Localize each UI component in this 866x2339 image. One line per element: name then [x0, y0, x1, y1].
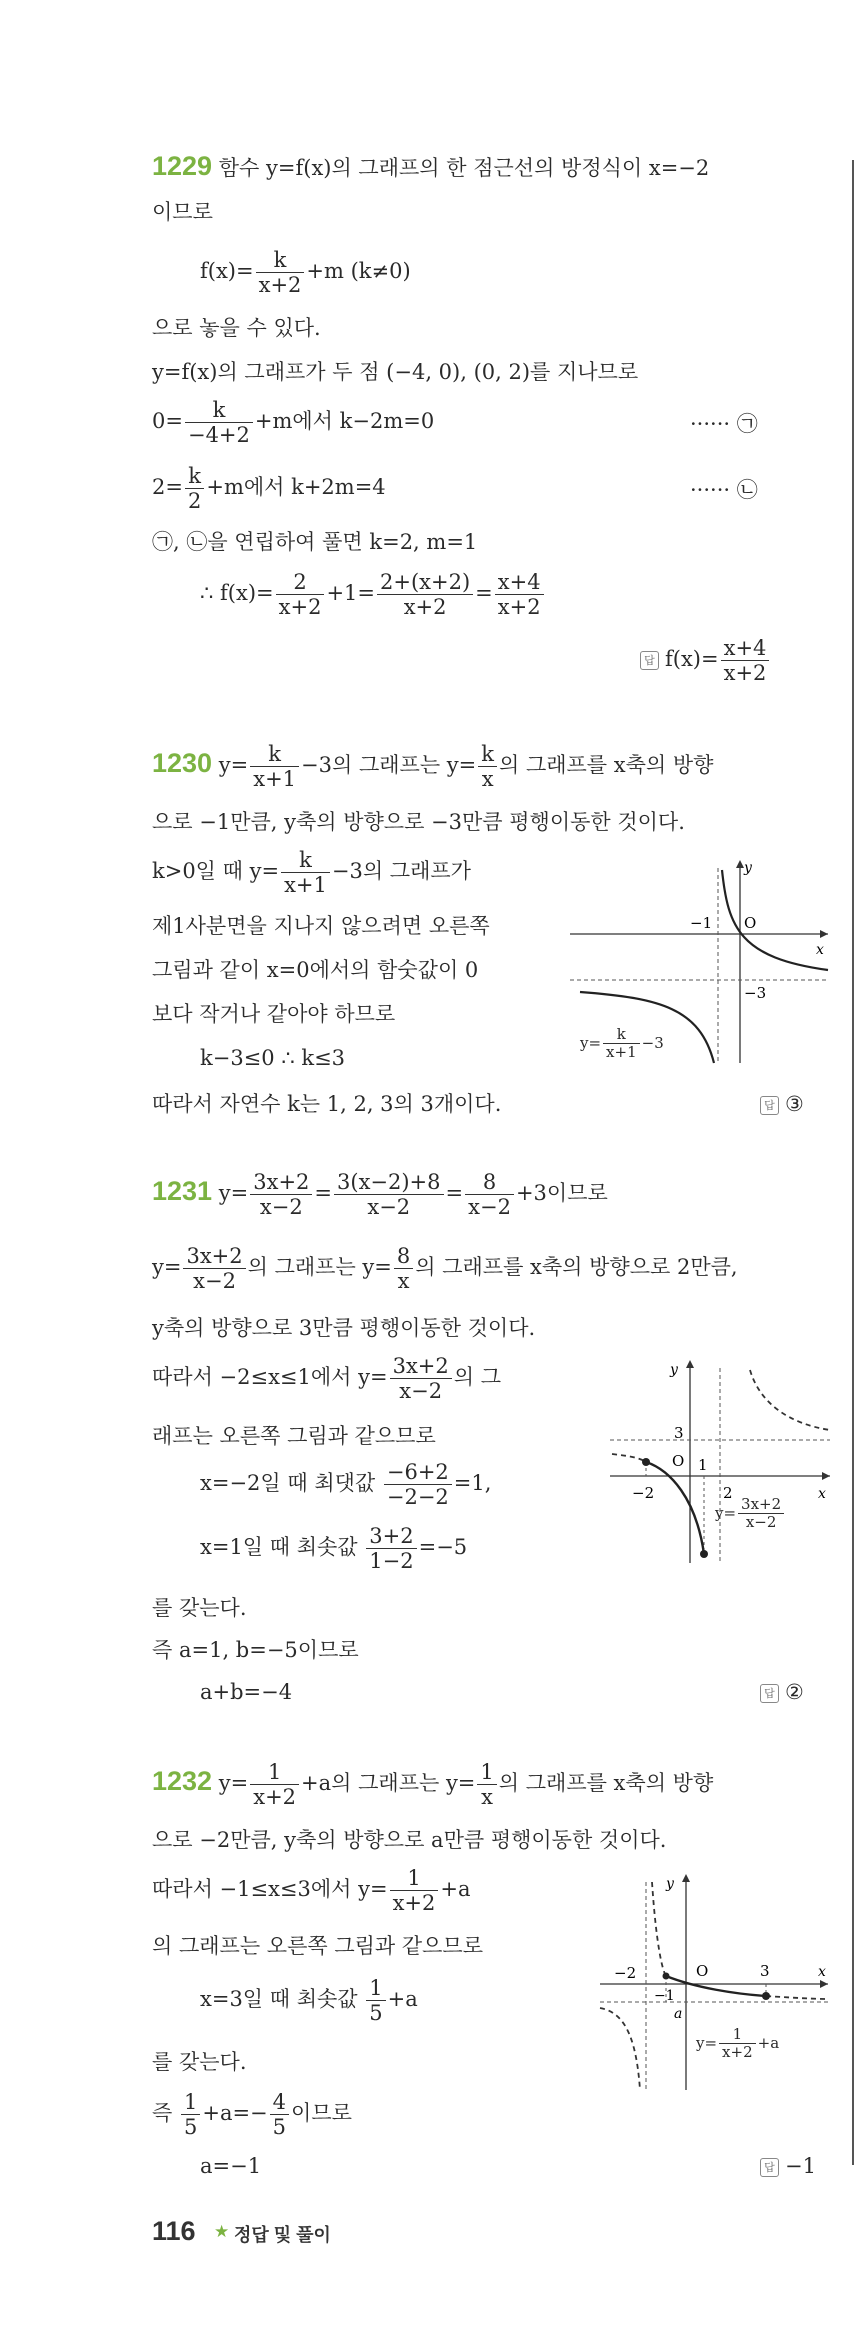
problem-number: 1232 — [152, 1766, 213, 1797]
equation: ∴ f(x)= $\frac{2}{x+2}$ +1= $\frac{2+(x+2)}{x+2}$ = $\frac{x+4}{x+2}$ — [200, 570, 546, 619]
problem-number: 1230 — [152, 748, 213, 779]
page-number: 116 — [152, 2216, 196, 2246]
graph-curve-label: y= $\frac{1}{x+2}$ +a — [696, 2025, 780, 2062]
tick-3-label: 3 — [674, 1424, 684, 1442]
x-axis-label: x — [816, 942, 824, 958]
y-axis-label: y — [670, 1362, 678, 1378]
graph-1231 — [600, 1358, 834, 1568]
y-axis-arrow — [686, 1360, 694, 1368]
column-rule — [852, 160, 854, 2165]
curve-right-branch — [722, 870, 828, 970]
text-line: k−3≤0 ∴ k≤3 — [200, 1046, 346, 1070]
text-line: 이므로 — [152, 200, 213, 224]
answer-icon: 답 — [760, 2158, 779, 2177]
text-line: y=f(x)의 그래프가 두 점 (−4, 0), (0, 2)를 지나므로 — [152, 360, 639, 384]
equation-tag: ······ ㉠ — [690, 412, 758, 436]
text-line: k>0일 때 y= $\frac{k}{x+1}$ −3의 그래프가 — [152, 848, 471, 898]
text-line: x=3일 때 최솟값 $\frac{1}{5}$ +a — [200, 1976, 418, 2026]
min-point — [762, 1992, 770, 2000]
problem-1231-line1: 1231 y= $\frac{3x+2}{x-2}$ = $\frac{3(x-2)+8}{x-2}$ = $\frac{8}{x-2}$ +3이므로 — [152, 1170, 608, 1220]
text-line: a+b=−4 — [200, 1680, 293, 1704]
text-line: y= $\frac{3x+2}{x-2}$ 의 그래프는 y= $\frac{8}{x}$ 의 그래프를 x축의 방향으로 2만큼, — [152, 1244, 738, 1294]
tick-3-label: 3 — [760, 1962, 770, 1980]
x-axis-label: x — [818, 1486, 826, 1502]
equation: 2= $\frac{k}{2}$ +m에서 k+2m=4 — [152, 464, 386, 514]
tick-minus2-label: −2 — [614, 1964, 637, 1982]
problem-1229-line1: 1229 함수 y=f(x)의 그래프의 한 점근선의 방정식이 x=−2 — [152, 151, 710, 181]
graph-curve-label: y= $\frac{k}{x+1}$ −3 — [580, 1025, 664, 1062]
endpoint-left — [663, 1973, 670, 1980]
equation: 0= $\frac{k}{-4+2}$ +m에서 k−2m=0 — [152, 398, 435, 448]
x-axis-label: x — [818, 1964, 826, 1980]
answer: 답 ③ — [760, 1092, 804, 1116]
origin-label: O — [744, 914, 757, 932]
curve-left-branch — [600, 2008, 640, 2090]
y-axis-label: y — [666, 1876, 674, 1892]
text-line: x=−2일 때 최댓값 $\frac{-6+2}{-2-2}$ =1, — [200, 1460, 492, 1510]
text-line: 따라서 자연수 k는 1, 2, 3의 3개이다. — [152, 1092, 502, 1116]
text-line: 따라서 −2≤x≤1에서 y= $\frac{3x+2}{x-2}$ 의 그 — [152, 1354, 502, 1404]
text-line: 의 그래프는 오른쪽 그림과 같으므로 — [152, 1934, 483, 1958]
text-line: 를 갖는다. — [152, 1596, 247, 1620]
text-line: 즉 $\frac{1}{5}$ +a=− $\frac{4}{5}$ 이므로 — [152, 2090, 352, 2140]
curve-left-dashed — [612, 1454, 646, 1462]
text-line: 으로 −1만큼, y축의 방향으로 −3만큼 평행이동한 것이다. — [152, 810, 685, 834]
y-axis-arrow — [736, 860, 744, 868]
y-axis-label: y — [744, 860, 752, 876]
answer-icon: 답 — [760, 1096, 779, 1115]
text-line: 따라서 −1≤x≤3에서 y= $\frac{1}{x+2}$ +a — [152, 1866, 471, 1916]
problem-number: 1229 — [152, 151, 213, 181]
max-point — [642, 1458, 650, 1466]
curve-right-dashed-upper — [652, 1882, 666, 1976]
text-line: 으로 놓을 수 있다. — [152, 316, 321, 340]
tick-y-label: −3 — [744, 984, 767, 1002]
text-line: a=−1 — [200, 2154, 262, 2178]
problem-1230-line1: 1230 y= $\frac{k}{x+1}$ −3의 그래프는 y= $\frac{k}{x}$ 의 그래프를 x축의 방향 — [152, 742, 714, 792]
tick-minus2-label: −2 — [632, 1484, 655, 1502]
origin-label: O — [672, 1452, 685, 1470]
answer: 답 −1 — [760, 2154, 816, 2178]
text-line: 제1사분면을 지나지 않으려면 오른쪽 — [152, 914, 490, 938]
text-line: 보다 작거나 같아야 하므로 — [152, 1002, 396, 1026]
text-line: 를 갖는다. — [152, 2050, 247, 2074]
answer-icon: 답 — [760, 1684, 779, 1703]
star-icon: ★ — [214, 2222, 230, 2242]
text-line: 그림과 같이 x=0에서의 함숫값이 0 — [152, 958, 479, 982]
answer-icon: 답 — [640, 651, 659, 670]
text-line: y축의 방향으로 3만큼 평행이동한 것이다. — [152, 1316, 536, 1340]
curve-right-branch — [750, 1370, 830, 1430]
x-axis-arrow — [822, 1472, 830, 1480]
tick-x-label: −1 — [690, 914, 713, 932]
curve-right-dashed-tail — [766, 1996, 828, 1999]
problem-number: 1231 — [152, 1176, 213, 1207]
section-title: 정답 및 풀이 — [234, 2225, 331, 2245]
text-line: x=1일 때 최솟값 $\frac{3+2}{1-2}$ =−5 — [200, 1524, 468, 1574]
x-axis-arrow — [820, 1980, 828, 1988]
answer: 답 ② — [760, 1680, 804, 1704]
tick-a-label: a — [674, 2006, 683, 2022]
x-axis-arrow — [820, 930, 828, 938]
origin-label: O — [696, 1962, 709, 1980]
text-line: 으로 −2만큼, y축의 방향으로 a만큼 평행이동한 것이다. — [152, 1828, 667, 1852]
tick-2-label: 2 — [723, 1484, 733, 1502]
text-line: 래프는 오른쪽 그림과 같으므로 — [152, 1424, 436, 1448]
min-point — [700, 1550, 708, 1558]
equation-tag: ······ ㉡ — [690, 478, 758, 502]
y-axis-arrow — [682, 1874, 690, 1882]
text-line: 즉 a=1, b=−5이므로 — [152, 1638, 359, 1662]
equation: f(x)= $\frac{k}{x+2}$ +m (k≠0) — [200, 248, 411, 298]
text-line: ㉠, ㉡을 연립하여 풀면 k=2, m=1 — [152, 530, 478, 554]
tick-1-label: 1 — [698, 1456, 708, 1474]
answer: 답 f(x)= $\frac{x+4}{x+2}$ — [640, 636, 771, 685]
curve-right-solid — [666, 1976, 766, 1996]
problem-1232-line1: 1232 y= $\frac{1}{x+2}$ +a의 그래프는 y= $\frac{1}{x}$ 의 그래프를 x축의 방향 — [152, 1760, 714, 1810]
graph-curve-label: y= $\frac{3x+2}{x-2}$ — [715, 1496, 786, 1532]
tick-minus1-label: −1 — [654, 1988, 675, 2004]
